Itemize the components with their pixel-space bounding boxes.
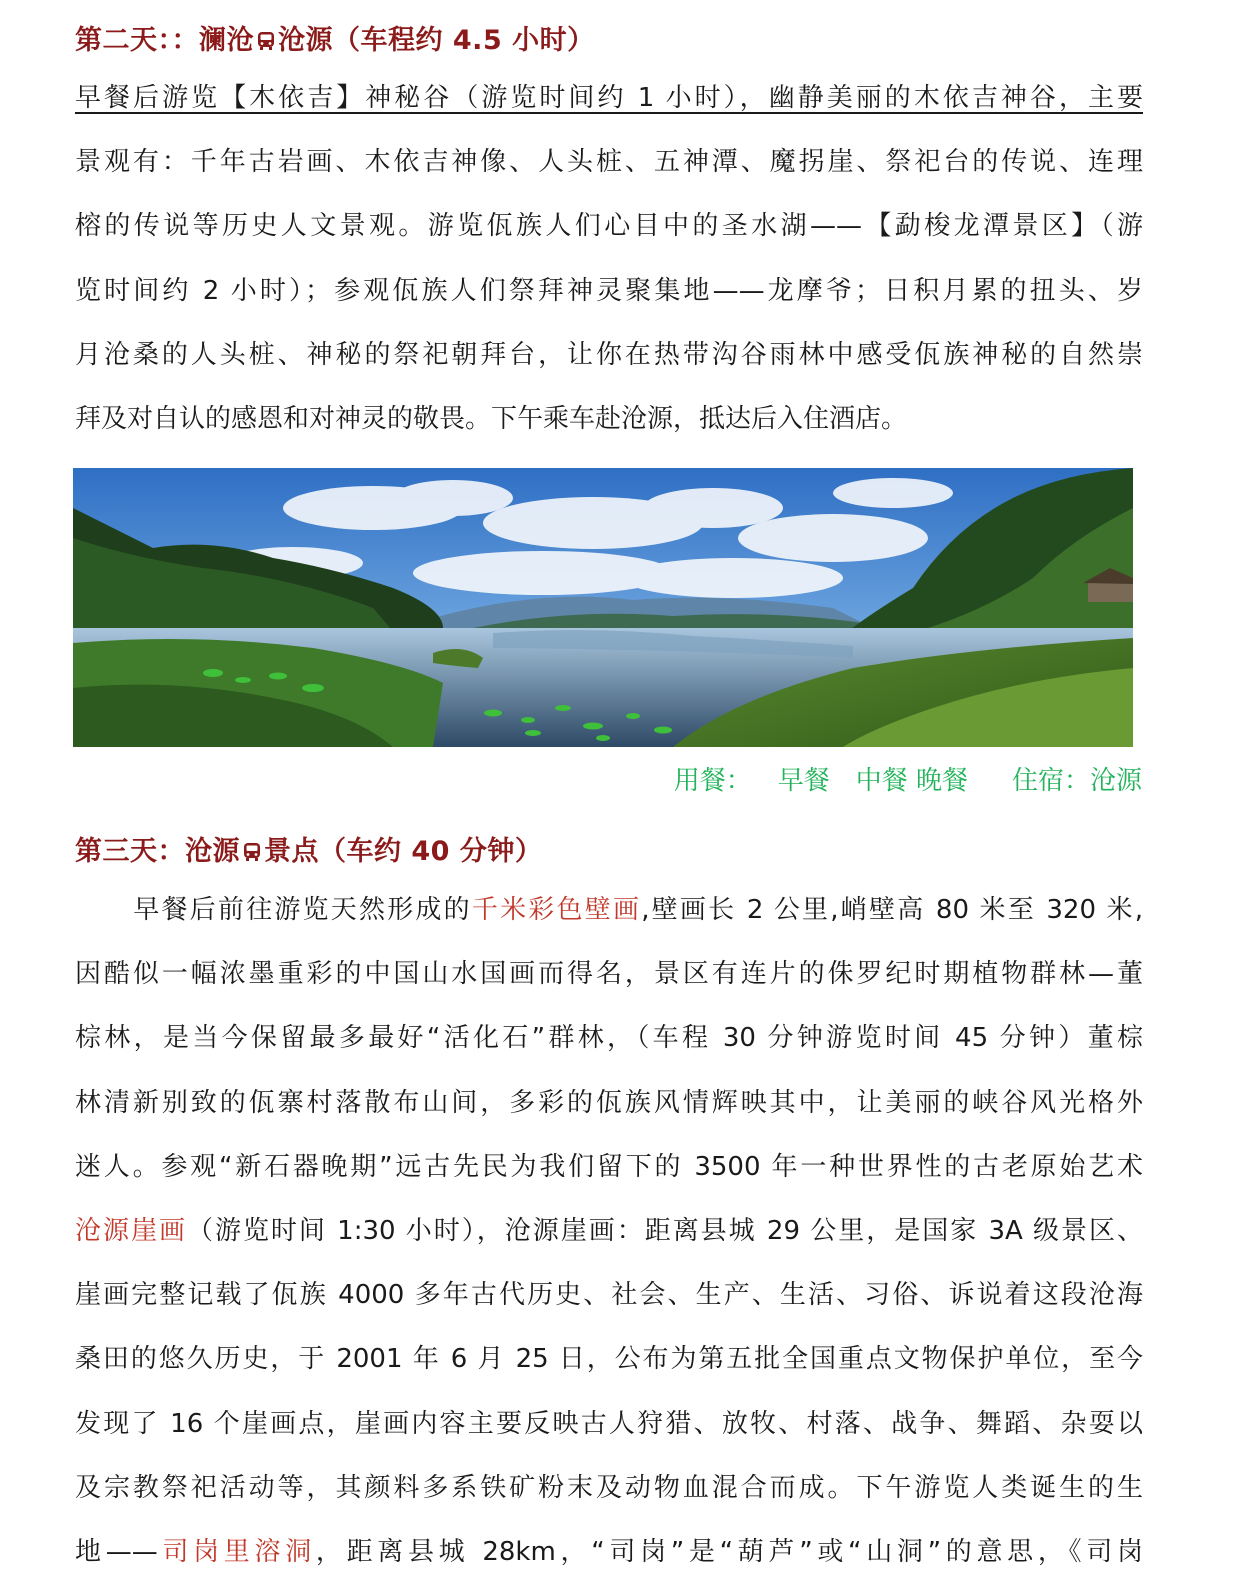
day2-line: 拜及对自认的感恩和对神灵的敬畏。下午乘车赴沧源，抵达后入住酒店。: [75, 403, 908, 434]
day3-line: 棕林，是当今保留最多最好“活化石”群林，（车程 30 分钟游览时间 45 分钟）董棕: [75, 1023, 1143, 1054]
day2-title-prefix: 第二天：：澜沧: [75, 25, 254, 56]
day3-line: 发现了 16 个崖画点，崖画内容主要反映古人狩猎、放牧、村落、战争、舞蹈、杂耍以: [75, 1408, 1143, 1439]
meal-lunch-dinner: 中餐 晚餐: [855, 766, 968, 796]
day2-paragraph: [75, 66, 1143, 451]
day2-line: 榕的传说等历史人文景观。游览佤族人们心目中的圣水湖——【勐梭龙潭景区】（游: [75, 211, 1143, 242]
meals-lodging-line: [674, 760, 1142, 797]
day3-line: [75, 1199, 1143, 1263]
day2-line: 景观有：千年古岩画、木依吉神像、人头桩、五神潭、魔拐崖、祭祀台的传说、连理: [75, 147, 1143, 178]
bus-icon: [243, 842, 261, 862]
lodging: 住宿：沧源: [1011, 766, 1142, 796]
day3-line: [75, 878, 1143, 942]
day3-text: 地——: [75, 1536, 158, 1567]
day3-line: [75, 1520, 1143, 1584]
day3-heading: [75, 829, 542, 868]
day3-title-prefix: 第三天：沧源: [75, 836, 240, 867]
day2-title-suffix: 沧源（车程约 4.5 小时）: [278, 25, 595, 56]
meal-breakfast: 早餐: [777, 766, 830, 796]
day2-heading: [75, 18, 595, 57]
day3-title-suffix: 景点（车约 40 分钟）: [264, 836, 543, 867]
highlight-rock-painting: 沧源崖画: [75, 1215, 187, 1246]
day3-line: 林清新别致的佤寨村落散布山间，多彩的佤族风情辉映其中，让美丽的峡谷风光格外: [75, 1087, 1143, 1118]
day3-line: 及宗教祭祀活动等，其颜料多系铁矿粉末及动物血混合而成。下午游览人类诞生的生: [75, 1472, 1143, 1503]
day3-line: 崖画完整记载了佤族 4000 多年古代历史、社会、生产、生活、习俗、诉说着这段沧海: [75, 1280, 1143, 1311]
day3-text: 早餐后前往游览天然形成的: [131, 895, 472, 925]
highlight-mural: 千米彩色壁画: [471, 895, 642, 925]
day2-line: 月沧桑的人头桩、神秘的祭祀朝拜台，让你在热带沟谷雨林中感受佤族神秘的自然崇: [75, 339, 1143, 370]
day2-line: 早餐后游览【木依吉】神秘谷（游览时间约 1 小时），幽静美丽的木依吉神谷，主要: [75, 83, 1143, 113]
day3-line: 因酷似一幅浓墨重彩的中国山水国画而得名，景区有连片的侏罗纪时期植物群林—董: [75, 959, 1143, 990]
lake-landscape-photo: [73, 468, 1133, 747]
day3-line: 迷人。参观“新石器晚期”远古先民为我们留下的 3500 年一种世界性的古老原始艺术: [75, 1151, 1143, 1182]
meals-label: 用餐：: [673, 766, 752, 796]
highlight-cave: 司岗里溶洞: [157, 1536, 316, 1567]
day3-text: ，距离县城 28km，“司岗”是“葫芦”或“山洞”的意思，《司岗: [315, 1536, 1143, 1567]
bus-icon: [257, 31, 275, 51]
day3-text: ,壁画长 2 公里,峭壁高 80 米至 320 米,: [641, 895, 1143, 925]
day3-text: （游览时间 1:30 小时），沧源崖画：距离县城 29 公里，是国家 3A 级景区、: [186, 1215, 1143, 1246]
day3-line: 桑田的悠久历史，于 2001 年 6 月 25 日，公布为第五批全国重点文物保护单位，至今: [75, 1344, 1143, 1375]
day3-paragraph: [75, 878, 1143, 1584]
day2-line: 览时间约 2 小时）；参观佤族人们祭拜神灵聚集地——龙摩爷；日积月累的扭头、岁: [75, 275, 1143, 306]
